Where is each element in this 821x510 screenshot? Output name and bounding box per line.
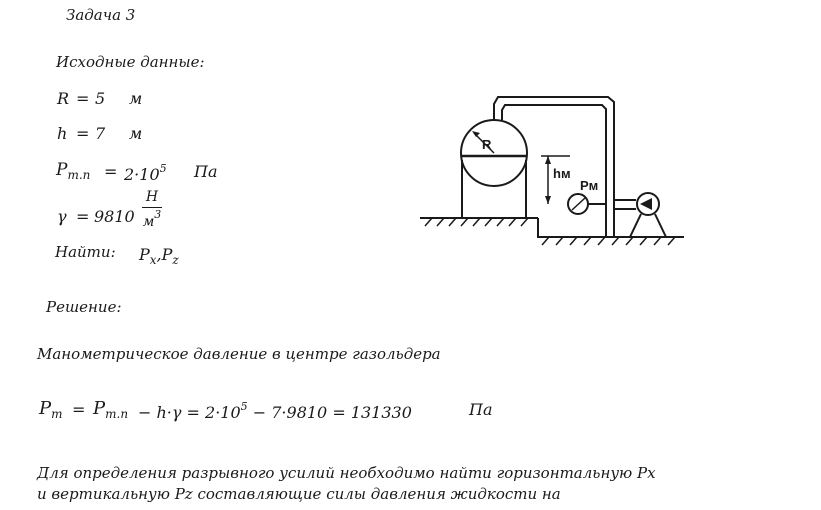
paragraph-forces-line2: и вертикальную Pz составляющие силы давления жидкости на	[37, 485, 561, 503]
given-p-symbol: $P_{m.n}$	[56, 160, 91, 182]
pump-leg-left	[630, 214, 641, 237]
label-h: hм	[553, 166, 571, 181]
formula-lhs: $P_m$	[39, 398, 63, 421]
given-h-unit: м	[129, 124, 143, 143]
given-r-unit: м	[129, 89, 143, 108]
pump-leg-right	[655, 214, 666, 237]
label-p: Pм	[580, 178, 599, 193]
ground-step	[538, 218, 684, 237]
paragraph-forces-line1: Для определения разрывного усилий необходимо найти горизонтальную Px	[37, 464, 656, 482]
given-p-unit: Па	[194, 162, 218, 181]
given-h-symbol: h	[57, 124, 68, 143]
given-r-value: 5	[95, 89, 106, 108]
formula-unit: Па	[469, 400, 493, 419]
task-title: Задача 3	[66, 6, 136, 24]
pump	[637, 193, 659, 215]
given-r-equals: =	[76, 89, 90, 108]
given-h-equals: =	[76, 124, 90, 143]
ground-right	[542, 237, 675, 245]
tank-sphere	[461, 120, 527, 186]
given-p-equals: =	[104, 162, 118, 181]
find-values: $P_x,P_z$	[139, 245, 179, 267]
given-gamma-equals: =	[76, 207, 90, 226]
gauge	[568, 194, 588, 214]
pipe-inner	[502, 105, 606, 237]
given-gamma-value: 9810	[94, 207, 135, 226]
given-p-value: $2\cdot 10^5$	[124, 162, 167, 184]
given-h-value: 7	[95, 124, 106, 143]
given-header: Исходные данные:	[56, 53, 205, 71]
formula-eq: =	[72, 400, 86, 419]
label-r: R	[482, 137, 492, 152]
ground-left	[420, 218, 538, 226]
unit-numerator: Н	[145, 189, 159, 205]
formula-rest: − $h\cdot\gamma = 2\cdot 10^5 - 7\cdot 9810 = 131330$	[138, 400, 412, 422]
pipe-outer	[494, 97, 614, 237]
solution-header: Решение:	[46, 298, 122, 316]
given-r-symbol: R	[57, 89, 70, 108]
given-gamma-unit	[142, 189, 162, 230]
find-label: Найти:	[55, 243, 116, 261]
paragraph-pressure-center: Манометрическое давление в центре газольдера	[37, 345, 441, 363]
given-gamma-symbol: γ	[57, 207, 67, 226]
formula-p: $P_{m.n}$	[93, 398, 129, 421]
unit-denominator: $м^3$	[142, 208, 162, 230]
